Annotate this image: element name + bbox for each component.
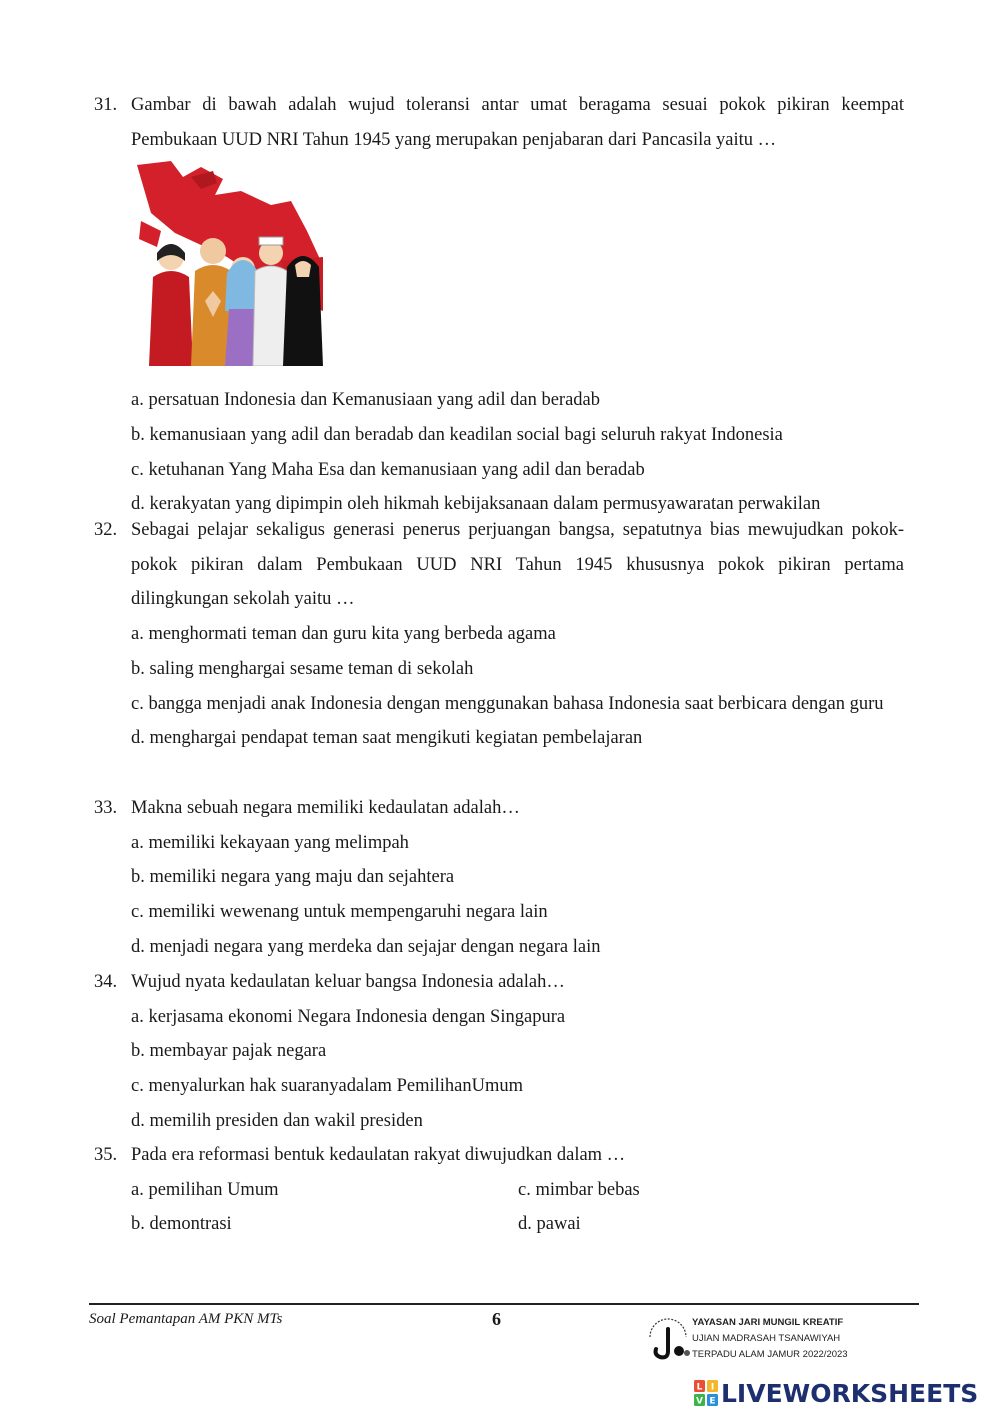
question-number: 35. xyxy=(94,1145,118,1165)
question-35 xyxy=(94,1138,904,1242)
option-b: b. demontrasi xyxy=(131,1214,232,1235)
school-name: YAYASAN JARI MUNGIL KREATIF xyxy=(692,1317,844,1328)
svg-text:L: L xyxy=(696,1382,703,1393)
live-badge-icon xyxy=(694,1380,718,1406)
liveworksheets-logo[interactable] xyxy=(694,1377,978,1409)
question-text: Sebagai pelajar sekaligus generasi penerus perjuangan bangsa, sepatutnya bias mewujudkan pokok-pokok pikiran dalam Pembukaan UUD NRI Tahun 1945 khususnya pokok pikiran pertama dilingkungan sekolah yaitu … xyxy=(131,520,904,610)
question-number: 31. xyxy=(94,95,118,115)
option-c: c. menyalurkan hak suaranyadalam PemilihanUmum xyxy=(131,1076,523,1097)
school-logo-icon xyxy=(646,1315,692,1363)
option-d: d. menghargai pendapat teman saat mengikuti kegiatan pembelajaran xyxy=(131,728,643,749)
question-text: Pada era reformasi bentuk kedaulatan rakyat diwujudkan dalam … xyxy=(131,1145,626,1165)
option-d: d. pawai xyxy=(518,1214,581,1235)
question-text: Makna sebuah negara memiliki kedaulatan adalah… xyxy=(131,798,520,818)
option-c: c. ketuhanan Yang Maha Esa dan kemanusiaan yang adil dan beradab xyxy=(131,459,645,480)
option-a: a. persatuan Indonesia dan Kemanusiaan yang adil dan beradab xyxy=(131,390,600,411)
option-b: b. membayar pajak negara xyxy=(131,1041,327,1062)
footer-title: Soal Pemantapan AM PKN MTs xyxy=(89,1311,283,1327)
footer-divider xyxy=(89,1303,919,1305)
option-b: b. kemanusiaan yang adil dan beradab dan keadilan social bagi seluruh rakyat Indonesia xyxy=(131,424,783,445)
school-text xyxy=(692,1315,848,1363)
option-c: c. memiliki wewenang untuk mempengaruhi negara lain xyxy=(131,902,548,923)
option-a: a. pemilihan Umum xyxy=(131,1179,279,1200)
option-a: a. memiliki kekayaan yang melimpah xyxy=(131,832,409,853)
option-d: d. memilih presiden dan wakil presiden xyxy=(131,1110,423,1131)
exam-name: UJIAN MADRASAH TSANAWIYAH xyxy=(692,1333,841,1344)
options-grid xyxy=(131,1173,904,1242)
tolerance-illustration xyxy=(131,161,323,366)
option-d: d. kerakyatan yang dipimpin oleh hikmah kebijaksanaan dalam permusyawaratan perwakilan xyxy=(131,494,821,515)
svg-text:V: V xyxy=(696,1396,703,1406)
question-number: 34. xyxy=(94,972,118,992)
question-31 xyxy=(94,88,904,522)
question-34 xyxy=(94,965,904,1139)
svg-text:E: E xyxy=(709,1396,716,1406)
question-32 xyxy=(94,513,904,756)
question-number: 32. xyxy=(94,520,118,540)
page-number: 6 xyxy=(492,1309,501,1329)
exam-year: TERPADU ALAM JAMUR 2022/2023 xyxy=(692,1349,848,1360)
option-c: c. mimbar bebas xyxy=(518,1179,640,1200)
option-a: a. kerjasama ekonomi Negara Indonesia dengan Singapura xyxy=(131,1006,566,1027)
svg-text:I: I xyxy=(710,1382,715,1393)
option-b: b. memiliki negara yang maju dan sejahtera xyxy=(131,867,455,888)
option-b: b. saling menghargai sesame teman di sekolah xyxy=(131,658,474,679)
question-text: Gambar di bawah adalah wujud toleransi antar umat beragama sesuai pokok pikiran keempat Pembukaan UUD NRI Tahun 1945 yang merupakan penjabaran dari Pancasila yaitu … xyxy=(131,95,904,150)
brand-name: LIVEWORKSHEETS xyxy=(721,1378,979,1408)
option-c: c. bangga menjadi anak Indonesia dengan menggunakan bahasa Indonesia saat berbicara dengan guru xyxy=(131,693,884,714)
question-number: 33. xyxy=(94,798,118,818)
question-text: Wujud nyata kedaulatan keluar bangsa Indonesia adalah… xyxy=(131,972,565,992)
school-stamp xyxy=(646,1315,876,1365)
option-a: a. menghormati teman dan guru kita yang berbeda agama xyxy=(131,624,556,645)
option-d: d. menjadi negara yang merdeka dan sejajar dengan negara lain xyxy=(131,936,601,957)
question-33 xyxy=(94,791,904,965)
